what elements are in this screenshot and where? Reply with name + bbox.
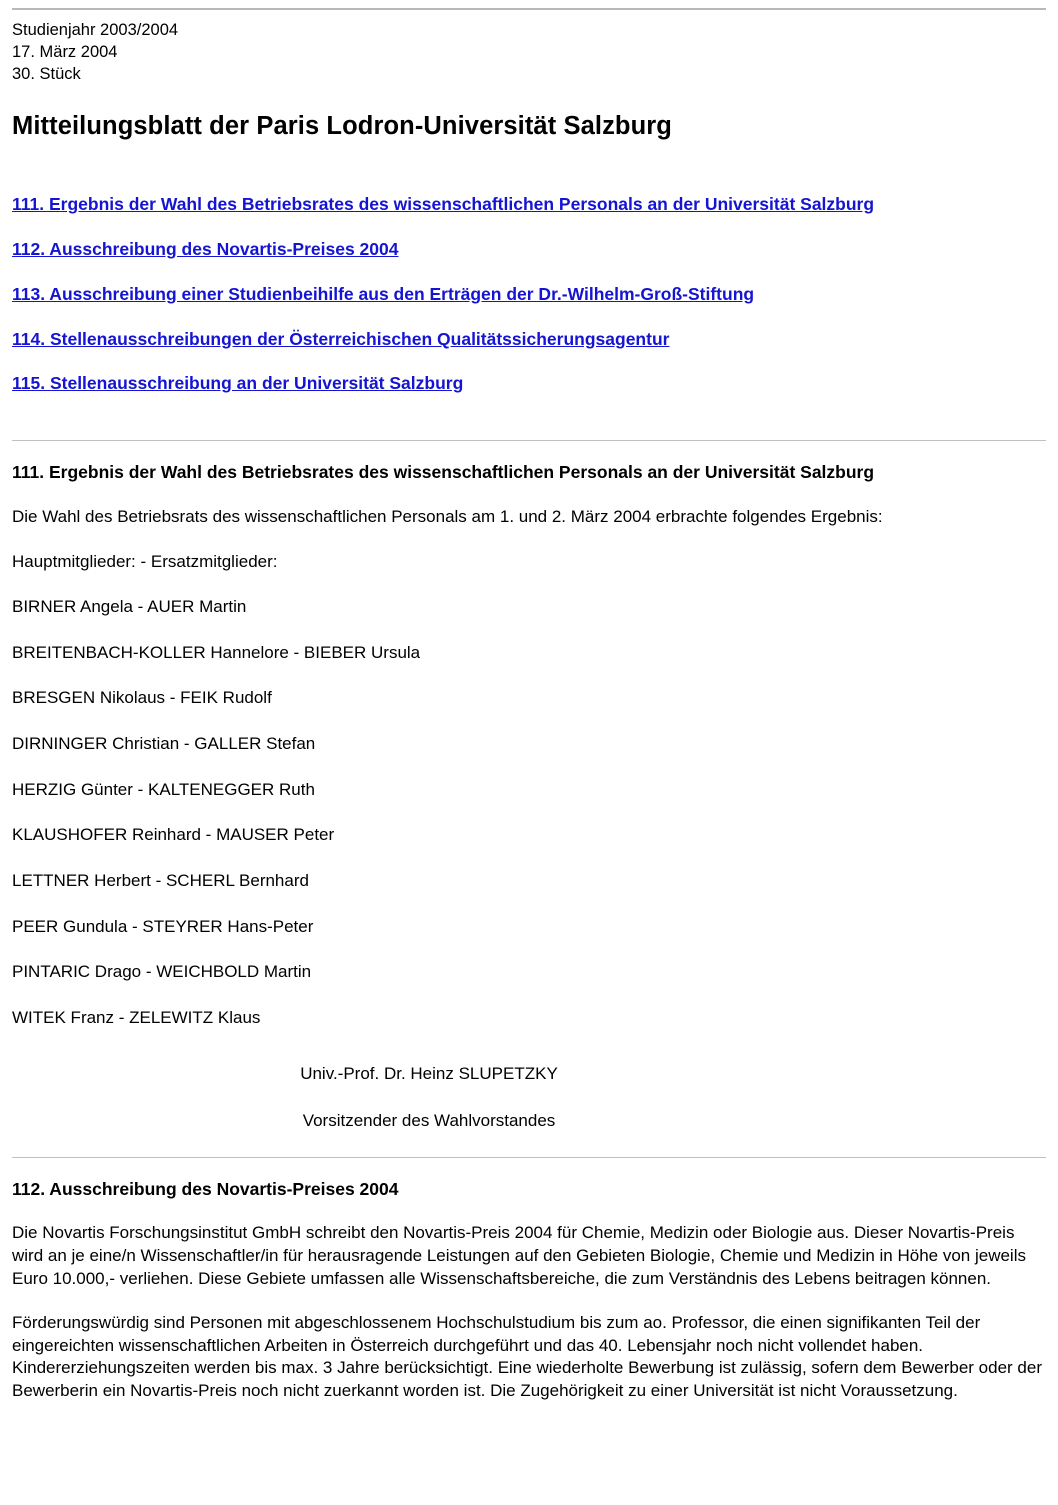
list-item: BIRNER Angela - AUER Martin	[12, 597, 247, 617]
section-111-heading: 111. Ergebnis der Wahl des Betriebsrates des wissenschaftlichen Personals an der Universität Salzburg	[12, 462, 875, 483]
section-112-heading: 112. Ausschreibung des Novartis-Preises 2004	[12, 1178, 399, 1199]
section-111	[12, 461, 1046, 1132]
paragraph: Förderungswürdig sind Personen mit abgeschlossenem Hochschulstudium bis zum ao. Professor, die einen signifikanten Teil der eingereichten wissenschaftlichen Arbeiten in Österreich durchgeführt und das 40. Lebensjahr noch nicht vollendet haben. Kindererziehungszeiten werden bis max. 3 Jahre berücksichtigt. Eine wiederholte Bewerbung ist zulässig, sofern dem Bewerber oder der Bewerberin ein Novartis-Preis noch nicht zuerkannt worden ist. Die Zugehörigkeit zu einer Universität ist nicht Voraussetzung.	[12, 1313, 1042, 1400]
study-year: Studienjahr 2003/2004	[12, 21, 179, 39]
list-item: BREITENBACH-KOLLER Hannelore - BIEBER Ursula	[12, 642, 421, 662]
toc-link-111[interactable]: 111. Ergebnis der Wahl des Betriebsrates des wissenschaftlichen Personals an der Universität Salzburg	[12, 193, 875, 214]
toc-link-115[interactable]: 115. Stellenausschreibung an der Universität Salzburg	[12, 373, 464, 394]
issue-date: 17. März 2004	[12, 42, 118, 61]
list-item: PINTARIC Drago - WEICHBOLD Martin	[12, 962, 312, 982]
toc-link-114[interactable]: 114. Stellenausschreibungen der Österreichischen Qualitätssicherungsagentur	[12, 328, 670, 349]
page-title: Mitteilungsblatt der Paris Lodron-Universität Salzburg	[12, 112, 672, 141]
document-page	[0, 8, 1058, 1409]
section-divider	[12, 440, 1046, 441]
signature-name: Univ.-Prof. Dr. Heinz SLUPETZKY	[300, 1064, 558, 1084]
list-item: PEER Gundula - STEYRER Hans-Peter	[12, 916, 314, 936]
section-112-body	[12, 1222, 1046, 1402]
toc-row	[12, 284, 1046, 329]
section-111-intro: Die Wahl des Betriebsrats des wissenschaftlichen Personals am 1. und 2. März 2004 erbrachte folgendes Ergebnis:	[12, 507, 883, 527]
list-item: WITEK Franz - ZELEWITZ Klaus	[12, 1007, 261, 1027]
list-item: KLAUSHOFER Reinhard - MAUSER Peter	[12, 825, 335, 845]
list-item: HERZIG Günter - KALTENEGGER Ruth	[12, 779, 315, 799]
toc-row	[12, 329, 1046, 374]
toc-link-113[interactable]: 113. Ausschreibung einer Studienbeihilfe aus den Erträgen der Dr.-Wilhelm-Groß-Stiftung	[12, 283, 755, 304]
toc-link-112[interactable]: 112. Ausschreibung des Novartis-Preises 2004	[12, 238, 399, 259]
section-divider	[12, 1157, 1046, 1158]
members-list-header: Hauptmitglieder: - Ersatzmitglieder:	[12, 551, 278, 571]
paragraph: Die Novartis Forschungsinstitut GmbH schreibt den Novartis-Preis 2004 für Chemie, Medizin oder Biologie aus. Dieser Novartis-Preis wird an je eine/n Wissenschaftler/in für herausragende Leistungen auf den Gebieten Biologie, Chemie und Medizin in Höhe von jeweils Euro 10.000,- verliehen. Diese Gebiete umfassen alle Wissenschaftsbereiche, die zum Verständnis des Lebens beitragen können.	[12, 1223, 1026, 1288]
section-112	[12, 1178, 1046, 1403]
list-item: LETTNER Herbert - SCHERL Bernhard	[12, 870, 309, 890]
toc-row	[12, 194, 1046, 239]
toc-row	[12, 239, 1046, 284]
issue-number: 30. Stück	[12, 64, 81, 83]
list-item: DIRNINGER Christian - GALLER Stefan	[12, 734, 316, 754]
signature-block	[12, 1063, 1046, 1132]
signature-role: Vorsitzender des Wahlvorstandes	[302, 1110, 556, 1130]
table-of-contents	[12, 194, 1046, 418]
top-divider	[12, 8, 1046, 10]
issue-metadata	[12, 20, 1046, 85]
toc-row	[12, 373, 1046, 418]
list-item: BRESGEN Nikolaus - FEIK Rudolf	[12, 688, 272, 708]
